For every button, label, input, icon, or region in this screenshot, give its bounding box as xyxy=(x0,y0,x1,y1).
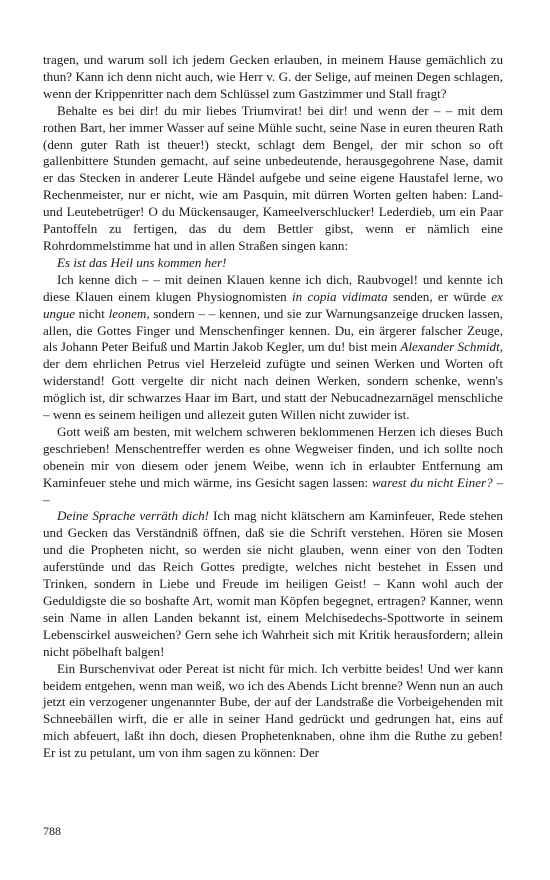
text-run: tragen, und warum soll ich jedem Gecken erlauben, in meinem Hause gemächlich zu thun? Kann ich denn nicht auch, wie Herr v. G. der Selige, auf meinen Degen schlagen, wenn der Krippenritter nach dem Schlüssel zum Gastzimmer und Stall fragt? xyxy=(43,52,503,101)
paragraph xyxy=(43,661,503,762)
italic-text: Alexander Schmidt, xyxy=(400,339,503,355)
paragraph xyxy=(43,52,503,103)
italic-text: warest du nicht Einer? xyxy=(371,474,493,490)
text-run: nicht xyxy=(75,305,109,321)
italic-text: Deine Sprache verräth dich! xyxy=(57,508,210,524)
paragraph xyxy=(43,255,503,272)
text-run: – – xyxy=(43,474,503,507)
paragraph xyxy=(43,272,503,424)
italic-text: ex ungue xyxy=(43,288,503,321)
text-run: Ich kenne dich – – mit deinen Klauen kenne ich dich, Raubvogel! und kennte ich diese Klauen einem klugen Physiognomisten xyxy=(43,271,503,304)
text-run: , sondern – – kennen, und sie zur Warnungsanzeige drucken lassen, allen, die Gottes Finger und Menschenfinger kennen. Du, ein ärgerer falscher Zeuge, als Johann Peter Beifuß und Martin Jakob Kegler, um du! bist mein xyxy=(43,305,503,355)
text-run: der dem ehrlichen Petrus viel Herzeleid zufügte und seinen Werken und Worten oft widerstand! Gott vergelte dir nicht nach deinen Werken, sondern schenke, wenn's möglich ist, dir schwarzes Haar im Bart, und statt der Nebucadnezarnägel menschliche – wenn es seinem heiligen und allezeit guten Willen nicht zuwider ist. xyxy=(43,356,503,423)
text-run: Behalte es bei dir! du mir liebes Triumvirat! bei dir! und wenn der – – mit dem rothen Bart, her immer Wasser auf seine Mühle sucht, seine Nase in euren theuren Rath (denn guter Rath ist theuer!) steckt, schlagt dem Bengel, der mir schon so oft gallenbittere Stunden gemacht, auf seine unbedeutende, herausgegohrene Nase, damit er das Stecken in anderer Leute Händel aufgebe und seine eigene Haustafel lerne, wo Rechenmeister, nur er nicht, wie am Pasquin, mit dürren Worten gelten haben: Land- und Leutebetrüger! O du Mückensauger, Kameelverschlucker! Lederdieb, um ein Paar Pantoffeln zu fertigen, das du dem Bettler gibst, wenn er nämlich eine Rohrdommelstimme hat und in allen Straßen singen kann: xyxy=(43,102,503,253)
paragraph xyxy=(43,103,503,255)
body-text xyxy=(43,52,503,762)
paragraph xyxy=(43,508,503,660)
paragraph xyxy=(43,424,503,509)
page-number: 788 xyxy=(43,824,61,838)
italic-text: Es ist das Heil uns kommen her! xyxy=(57,254,227,270)
text-run: Gott weiß am besten, mit welchem schweren beklommenen Herzen ich dieses Buch geschrieben! Menschentreffer werden es ohne Wegweiser finden, und ich sollte noch obenein mir von diesem oder jenem Weibe, wenn ich in erlaubter Entfernung am Kaminfeuer stehe und mich wärme, ins Gesicht sagen lassen: xyxy=(43,423,503,490)
italic-text: in copia vidimata xyxy=(292,288,388,304)
text-run: Ein Burschenvivat oder Pereat ist nicht für mich. Ich verbitte beides! Und wer kann beidem entgehen, wenn man weiß, wo ich des Abends Licht brenne? Wenn nun an auch jetzt ein verzogener ungenannter Bube, der auf der Landstraße die Vorbeigehenden mit Schneebällen wirft, die er alle in seiner Hand gedrückt und gedrungen hat, eins auf mich abfeuert, laßt ihn doch, diesen Prophetenknaben, ohne ihm die Ruthe zu geben! Er ist zu petulant, um von ihm sagen zu können: Der xyxy=(43,660,503,761)
italic-text: leonem xyxy=(108,305,147,321)
text-run: Ich mag nicht klätschern am Kaminfeuer, Rede stehen und Gecken das Verständniß öffnen, daß sie die Schrift verstehen. Hören sie Mosen und die Propheten nicht, so werden sie nicht glauben, wenn einer von den Todten auferstünde und das Reich Gottes predigte, welches nicht bestehet in Essen und Trinken, sondern in Liebe und Freude im heiligen Geist! – Kann wohl auch der Geduldigste die so boshafte Art, womit man Köpfen begegnet, ertragen? Kanner, wenn sein Name in allen Landen bekannt ist, einem Melchisedechs-Spottworte in seinem Lebenscirkel ausweichen? Gern sehe ich Wahrheit sich mit Kritik herausfordern; allein nicht pöbelhaft balgen! xyxy=(43,508,503,659)
text-run: senden, er würde xyxy=(387,288,492,304)
